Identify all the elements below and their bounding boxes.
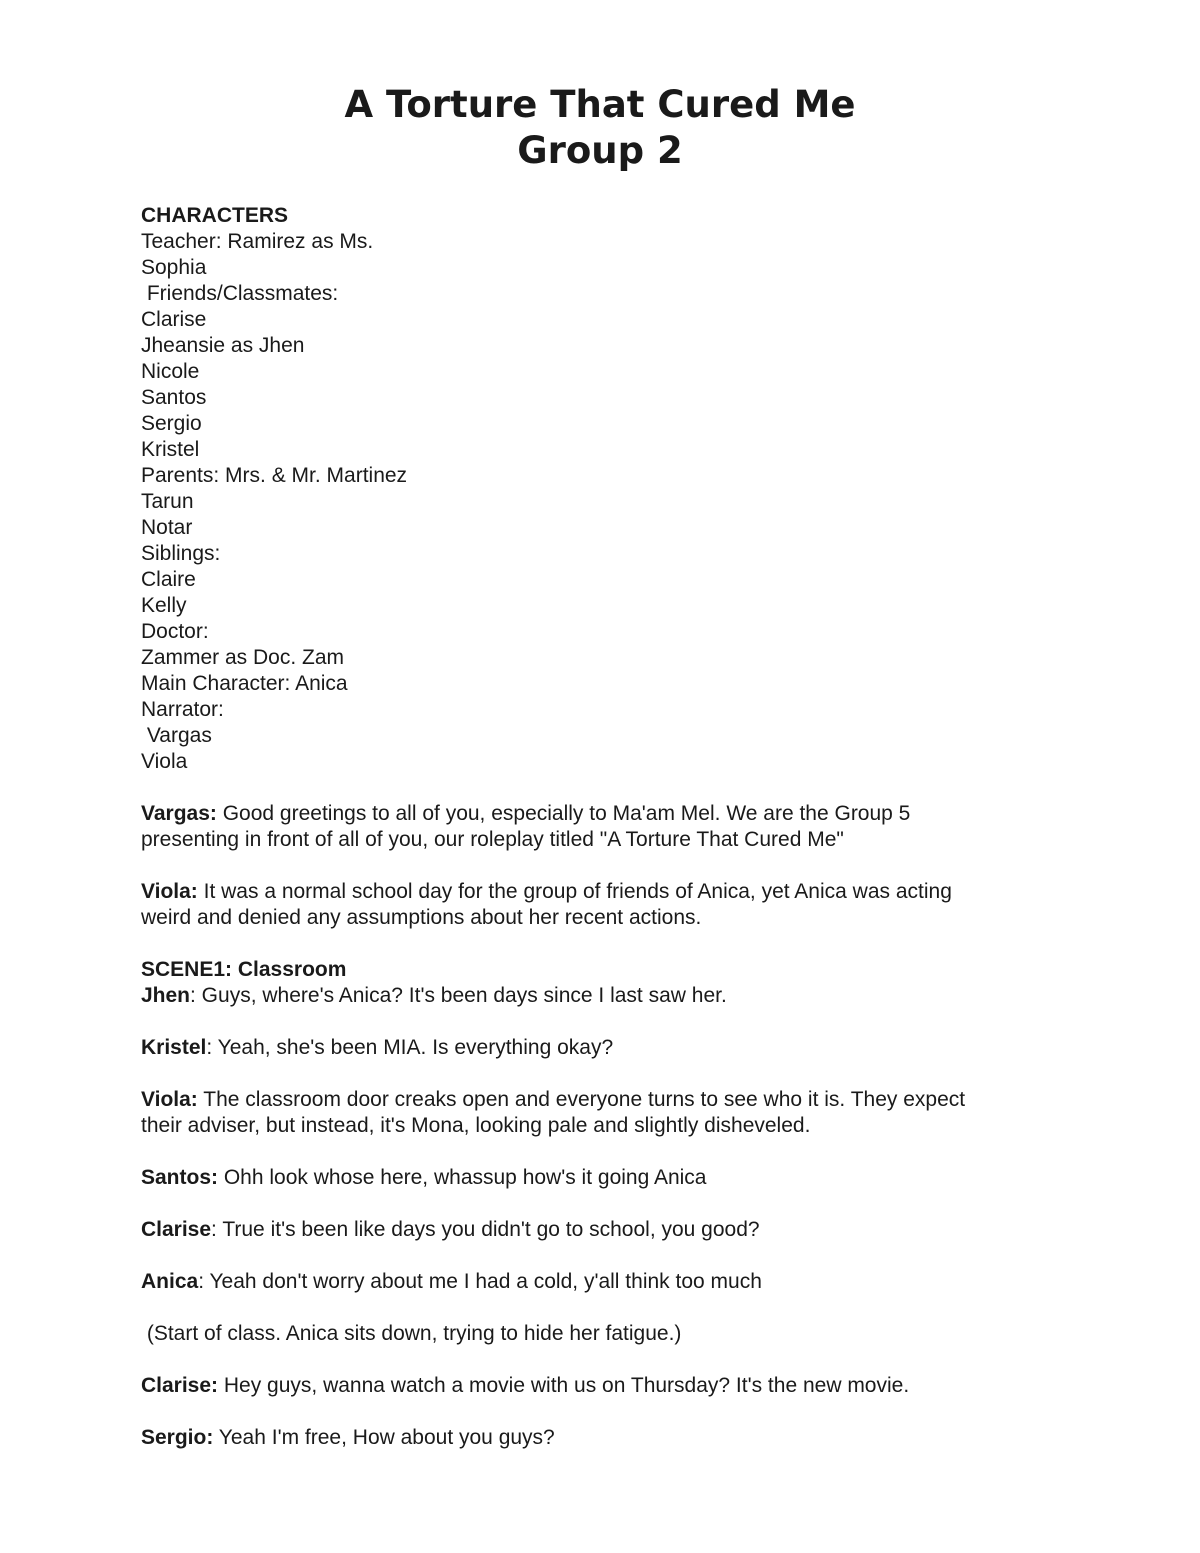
stage-direction: (Start of class. Anica sits down, trying to hide her fatigue.) — [141, 1322, 682, 1345]
character-line: Teacher: Ramirez as Ms. — [141, 230, 374, 253]
speaker-name: Viola: — [141, 880, 198, 903]
speaker-name: Sergio: — [141, 1426, 214, 1449]
character-line: Zammer as Doc. Zam — [141, 646, 345, 669]
paragraph-gap — [141, 931, 1041, 957]
document-subtitle: Group 2 — [517, 129, 683, 172]
dialogue-text: Good greetings to all of you, especially to Ma'am Mel. We are the Group 5 — [216, 802, 911, 825]
dialogue-line — [141, 1035, 1041, 1061]
dialogue-line — [141, 1087, 1041, 1113]
character-line: Santos — [141, 386, 207, 409]
scene-heading: SCENE1: Classroom — [141, 958, 347, 981]
character-line: Main Character: Anica — [141, 672, 348, 695]
dialogue-text: The classroom door creaks open and everyone turns to see who it is. They expect — [197, 1088, 966, 1111]
character-line: Viola — [141, 750, 188, 773]
speaker-name: Clarise: — [141, 1374, 219, 1397]
paragraph-gap — [141, 1009, 1041, 1035]
character-line: Vargas — [141, 724, 212, 747]
dialogue-text: : Yeah, she's been MIA. Is everything okay? — [206, 1036, 614, 1059]
speaker-name: Vargas: — [141, 802, 217, 825]
character-line: Doctor: — [141, 620, 209, 643]
title-block — [0, 82, 1200, 174]
dialogue-line — [141, 1425, 1041, 1451]
paragraph-gap — [141, 1191, 1041, 1217]
document-title: A Torture That Cured Me — [344, 83, 856, 126]
speaker-name: Jhen — [141, 984, 191, 1007]
character-line: Kelly — [141, 594, 187, 617]
dialogue-line — [141, 1165, 1041, 1191]
speaker-name: Clarise — [141, 1218, 212, 1241]
dialogue-line — [141, 801, 1041, 827]
paragraph-gap — [141, 853, 1041, 879]
dialogue-text: : True it's been like days you didn't go to school, you good? — [211, 1218, 760, 1241]
paragraph-gap — [141, 1061, 1041, 1087]
character-line: Sophia — [141, 256, 207, 279]
character-line: Narrator: — [141, 698, 224, 721]
characters-heading: CHARACTERS — [141, 204, 288, 227]
speaker-name: Santos: — [141, 1166, 219, 1189]
paragraph-gap — [141, 1295, 1041, 1321]
character-line: Notar — [141, 516, 193, 539]
character-line: Friends/Classmates: — [141, 282, 339, 305]
speaker-name: Kristel — [141, 1036, 207, 1059]
speaker-name: Anica — [141, 1270, 199, 1293]
paragraph-gap — [141, 1347, 1041, 1373]
dialogue-line-continued: weird and denied any assumptions about her recent actions. — [141, 906, 702, 929]
dialogue-line-continued: their adviser, but instead, it's Mona, looking pale and slightly disheveled. — [141, 1114, 811, 1137]
character-line: Nicole — [141, 360, 200, 383]
character-line: Tarun — [141, 490, 194, 513]
dialogue-line — [141, 1217, 1041, 1243]
dialogue-text: Yeah I'm free, How about you guys? — [213, 1426, 555, 1449]
paragraph-gap — [141, 1139, 1041, 1165]
character-line: Parents: Mrs. & Mr. Martinez — [141, 464, 408, 487]
character-line: Kristel — [141, 438, 200, 461]
character-line: Claire — [141, 568, 196, 591]
speaker-name: Viola: — [141, 1088, 198, 1111]
document-body — [141, 203, 1041, 1451]
character-line: Sergio — [141, 412, 202, 435]
character-line: Jheansie as Jhen — [141, 334, 305, 357]
character-line: Clarise — [141, 308, 207, 331]
dialogue-text: : Guys, where's Anica? It's been days since I last saw her. — [190, 984, 727, 1007]
dialogue-line-continued: presenting in front of all of you, our roleplay titled "A Torture That Cured Me" — [141, 828, 844, 851]
dialogue-text: : Yeah don't worry about me I had a cold, y'all think too much — [198, 1270, 762, 1293]
dialogue-line — [141, 1373, 1041, 1399]
paragraph-gap — [141, 775, 1041, 801]
dialogue-line — [141, 1269, 1041, 1295]
dialogue-text: It was a normal school day for the group of friends of Anica, yet Anica was acting — [197, 880, 952, 903]
character-line: Siblings: — [141, 542, 221, 565]
paragraph-gap — [141, 1243, 1041, 1269]
paragraph-gap — [141, 1399, 1041, 1425]
dialogue-text: Hey guys, wanna watch a movie with us on Thursday? It's the new movie. — [218, 1374, 910, 1397]
dialogue-line — [141, 983, 1041, 1009]
dialogue-text: Ohh look whose here, whassup how's it going Anica — [218, 1166, 707, 1189]
dialogue-line — [141, 879, 1041, 905]
